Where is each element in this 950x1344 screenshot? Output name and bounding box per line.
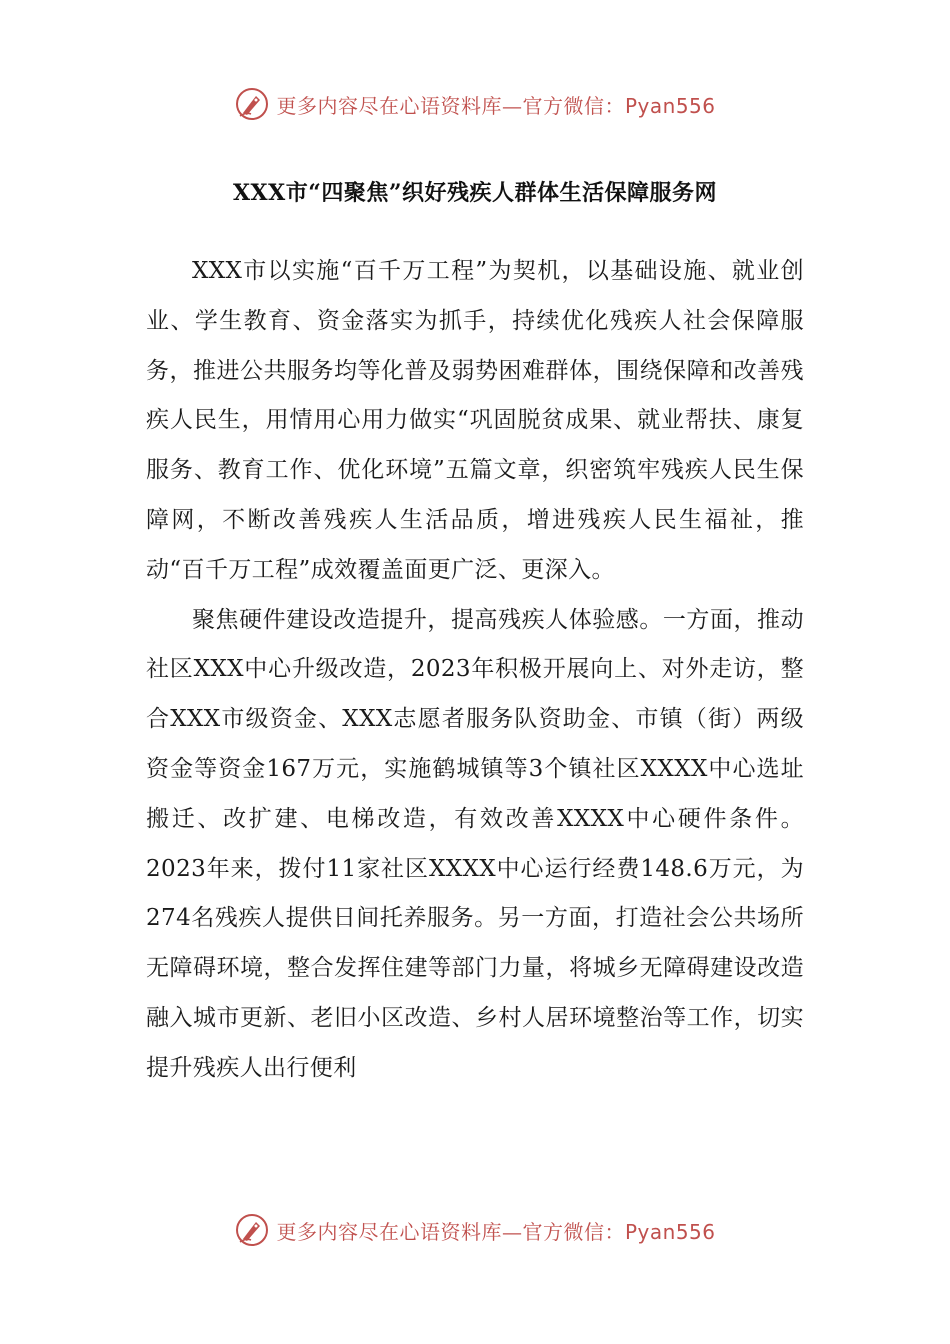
wechat-id: Pyan556 — [624, 1219, 716, 1244]
paragraph-intro: XXX市以实施“百千万工程”为契机，以基础设施、就业创业、学生教育、资金落实为抓手，持续优化残疾人社会保障服务，推进公共服务均等化普及弱势困难群体，围绕保障和改善残疾人民生，用情用心用力做实“巩固脱贫成果、就业帮扶、康复服务、教育工作、优化环境”五篇文章，织密筑牢残疾人民生保障网，不断改善残疾人生活品质，增进残疾人民生福祉，推动“百千万工程”成效覆盖面更广泛、更深入。 — [146, 258, 804, 583]
document-title: XXX市“四聚焦”织好残疾人群体生活保障服务网 — [232, 180, 718, 206]
watermark-text: 更多内容尽在心语资料库—官方微信：Pyan556 — [276, 93, 716, 118]
paragraph-hardware: 聚焦硬件建设改造提升，提高残疾人体验感。一方面，推动社区XXX中心升级改造，2023年积极开展向上、对外走访，整合XXX市级资金、XXX志愿者服务队资助金、市镇（街）两级资金等资金167万元，实施鹤城镇等3个镇社区XXXX中心选址搬迁、改扩建、电梯改造，有效改善XXXX中心硬件条件。2023年来，拨付11家社区XXXX中心运行经费148.6万元，为274名残疾人提供日间托养服务。另一方面，打造社会公共场所无障碍环境，整合发挥住建等部门力量，将城乡无障碍建设改造融入城市更新、老旧小区改造、乡村人居环境整治等工作，切实提升残疾人出行便利 — [146, 606, 804, 1081]
watermark-text: 更多内容尽在心语资料库—官方微信：Pyan556 — [276, 1219, 716, 1244]
wechat-id: Pyan556 — [624, 93, 716, 118]
fountain-pen-logo-icon — [234, 86, 270, 122]
footer-watermark-banner — [0, 1210, 950, 1250]
document-body — [146, 247, 804, 1094]
fountain-pen-logo-icon — [234, 1212, 270, 1248]
header-watermark-banner — [0, 84, 950, 124]
